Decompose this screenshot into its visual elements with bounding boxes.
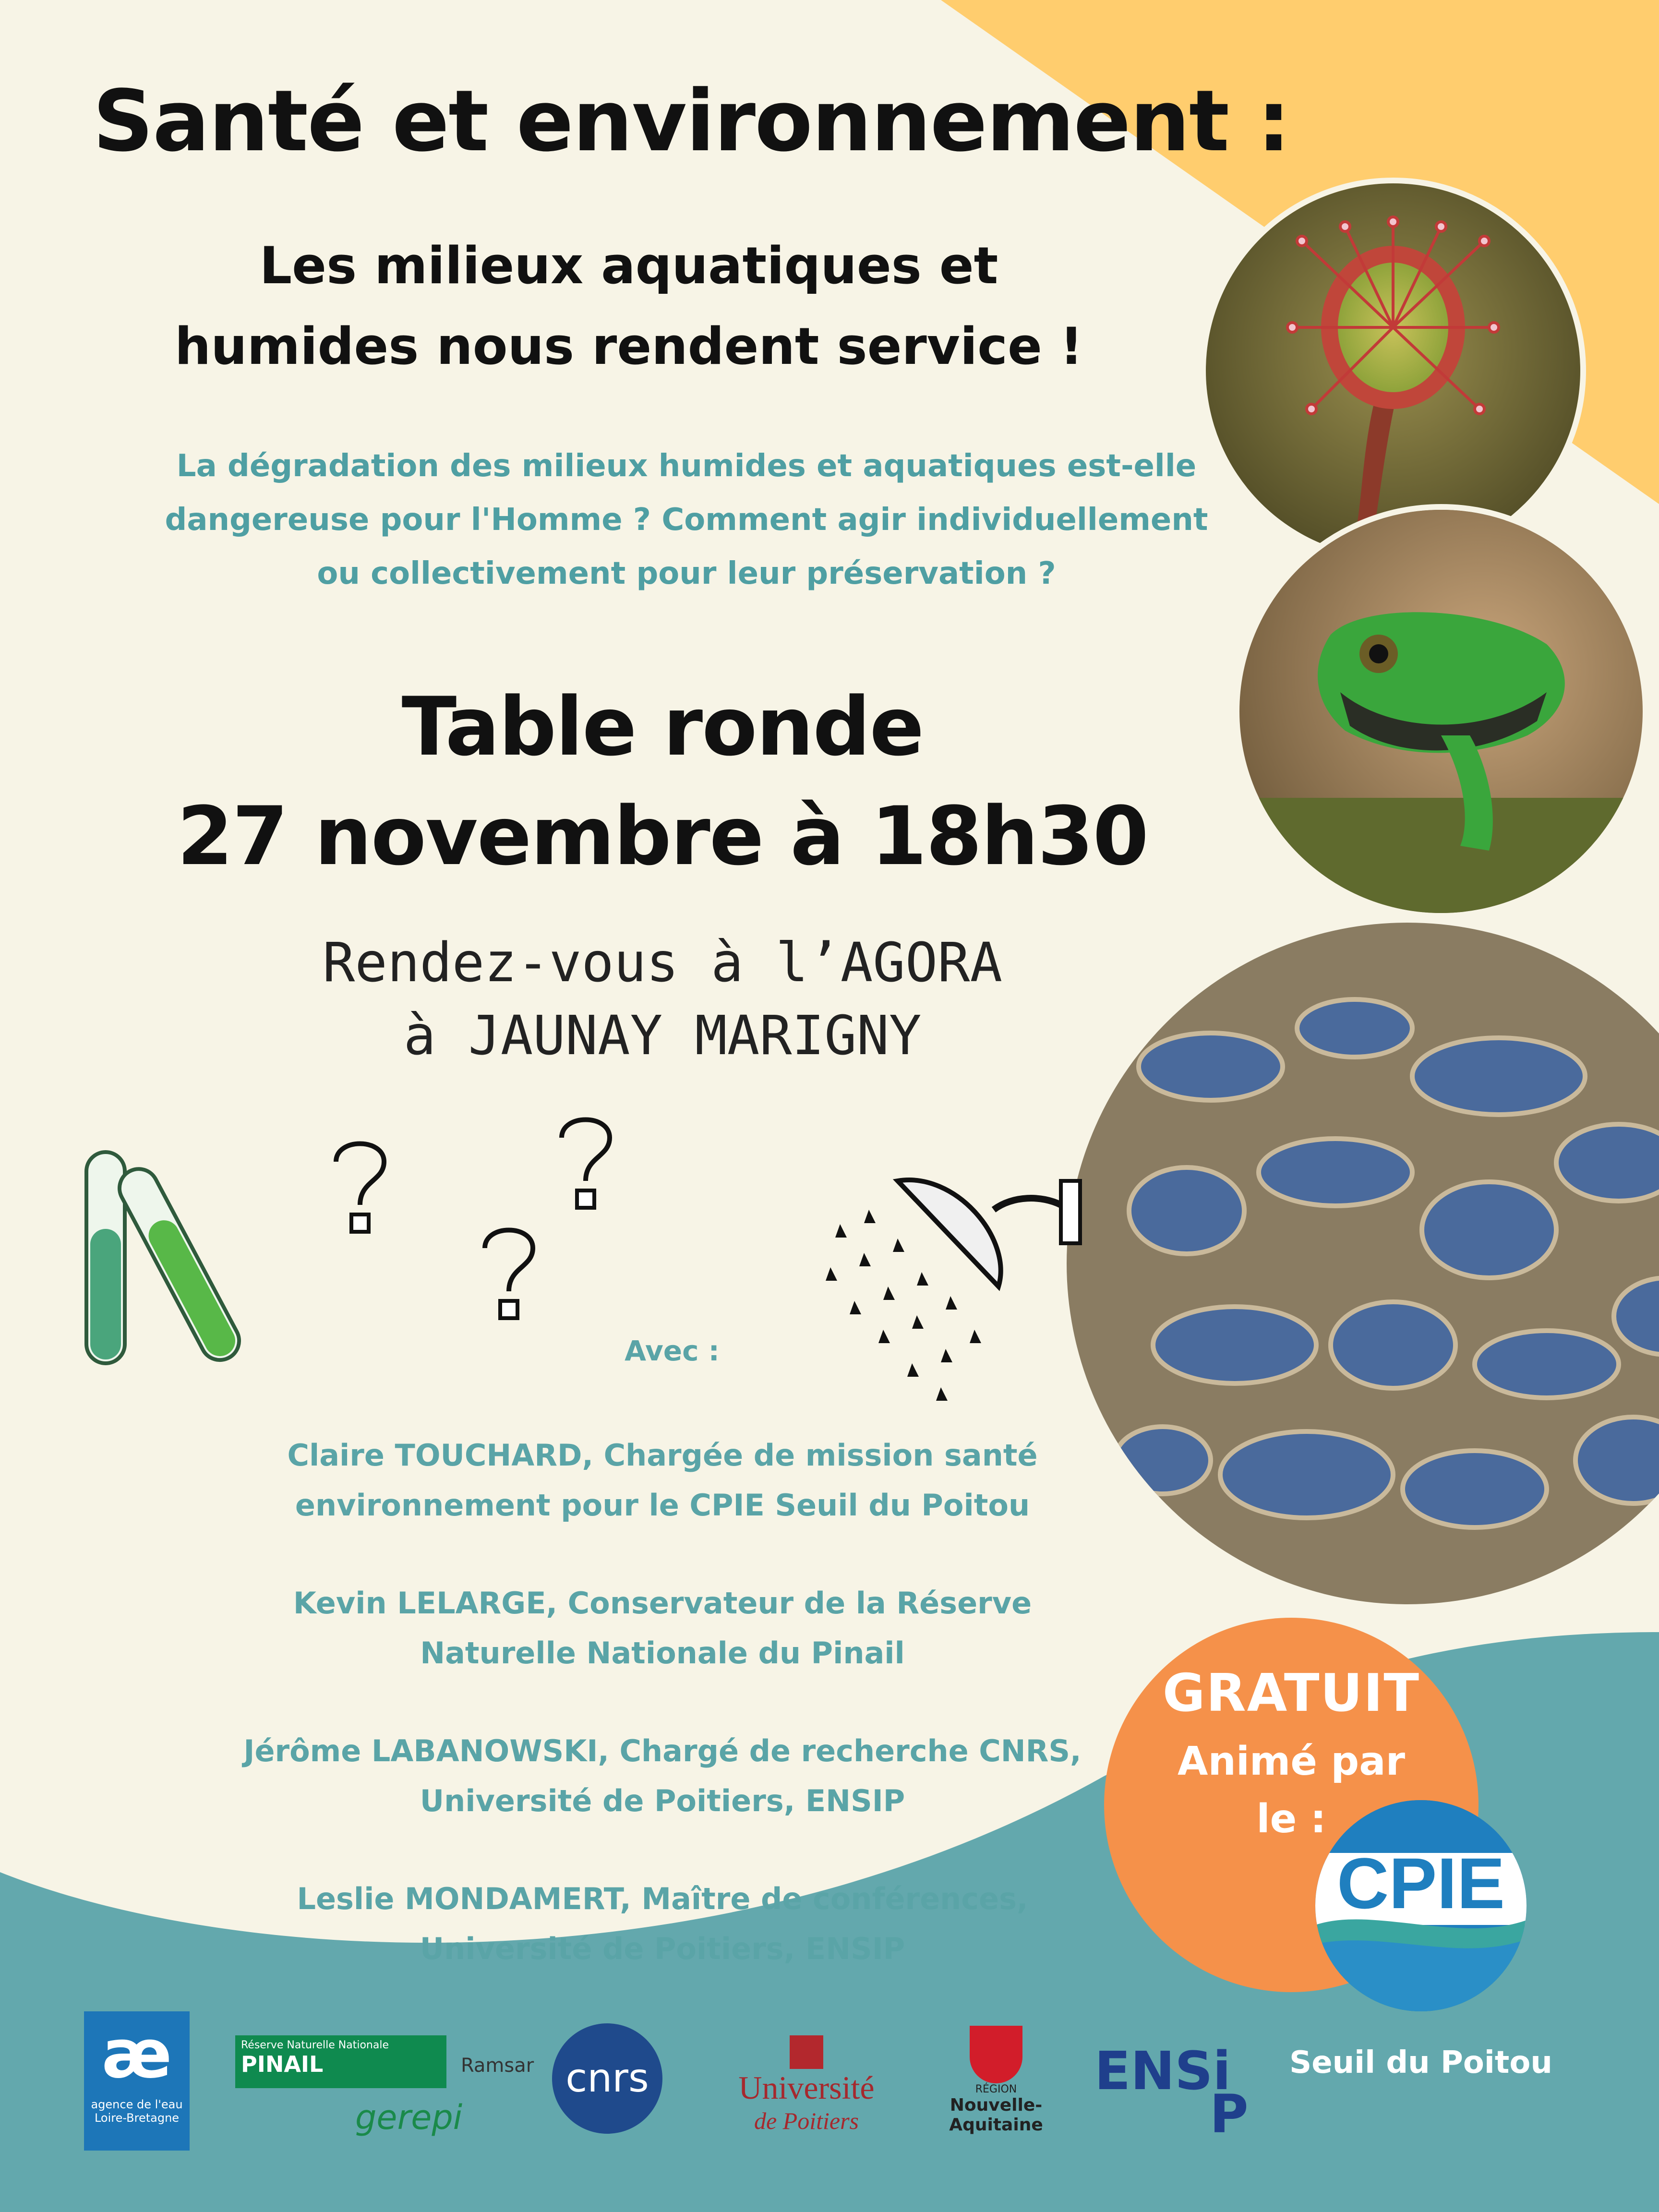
ensip-logo [1094,2040,1267,2151]
event-line-1: Table ronde [401,680,924,774]
cnrs-logo [552,2023,662,2134]
universite-line-2: de Poitiers [754,2107,859,2134]
agence-symbol: æ [101,2015,172,2093]
ensip-line-2: P [1210,2083,1249,2145]
cnrs-text: cnrs [565,2056,649,2101]
pinail-banner [235,2035,446,2088]
venue [144,926,1181,1072]
question-mark-icon [326,1133,394,1238]
speaker-line: Naturelle Nationale du Pinail [420,1635,905,1671]
anime-line-1: Animé par [1177,1739,1406,1784]
agence-line-2: Loire-Bretagne [94,2111,180,2125]
region-line-3: Aquitaine [949,2115,1043,2135]
avec-label: Avec : [625,1334,720,1367]
pinail-line-2: PINAIL [241,2051,324,2077]
venue-line-2: à JAUNAY MARIGNY [403,1005,922,1067]
poster-title: Santé et environnement : [93,72,1290,170]
ensip-line-1: ENSi [1094,2040,1231,2102]
speaker-item [96,1726,1229,1826]
speaker-list [96,1431,1229,2022]
question-paragraph [82,439,1291,601]
universite-crest-icon [790,2035,823,2069]
pinail-logo [235,2035,542,2151]
question-mark-icon [475,1219,542,1325]
cpie-label: Seuil du Poitou [1289,2045,1552,2080]
poster-subtitle [96,226,1162,387]
cpie-logo-text: CPIE [1336,1843,1505,1923]
cpie-logo [1315,1800,1527,2011]
speaker-line: environnement pour le CPIE Seuil du Poitou [295,1488,1030,1523]
speaker-item [96,1431,1229,1530]
question-line-2: dangereuse pour l'Homme ? Comment agir individuellement [165,502,1208,538]
universite-line-1: Université [738,2069,875,2106]
speaker-line: Leslie MONDAMERT, Maître de conférences, [297,1881,1028,1916]
gerepi-text: gerepi [355,2098,463,2137]
region-line-1: RÉGION [975,2083,1017,2095]
region-shield-icon [970,2026,1022,2083]
shower-head-icon [811,1152,1109,1411]
question-line-1: La dégradation des milieux humides et aquatiques est-elle [176,448,1197,484]
universite-poitiers-logo [706,2035,907,2151]
speaker-line: Université de Poitiers, ENSIP [420,1783,905,1818]
venue-line-1: Rendez-vous à l’AGORA [322,932,1003,994]
speaker-line: Jérôme LABANOWSKI, Chargé de recherche CNRS, [243,1733,1082,1768]
ramsar-text: Ramsar [461,2055,534,2077]
region-line-2: Nouvelle- [950,2095,1043,2115]
question-mark-icon [552,1109,619,1214]
speaker-item [96,1578,1229,1678]
speaker-line: Université de Poitiers, ENSIP [420,1931,905,1966]
gratuit-label: GRATUIT [1162,1663,1420,1723]
frog-photo [1234,504,1648,919]
test-tubes-icon [77,1142,278,1382]
subtitle-line-2: humides nous rendent service ! [174,317,1083,376]
speaker-item [96,1874,1229,1974]
agence-line-1: agence de l'eau [91,2098,183,2111]
event-heading [96,672,1229,891]
anime-line-2: le : [1256,1796,1326,1842]
speaker-line: Kevin LELARGE, Conservateur de la Réserve [293,1586,1032,1621]
question-line-3: ou collectivement pour leur préservation ? [317,556,1056,591]
pinail-line-1: Réserve Naturelle Nationale [241,2039,389,2051]
subtitle-line-1: Les milieux aquatiques et [259,236,998,295]
speaker-line: Claire TOUCHARD, Chargée de mission santé [287,1438,1038,1473]
nouvelle-aquitaine-logo [941,2026,1051,2151]
event-date-time: 27 novembre à 18h30 [177,789,1148,883]
agence-eau-logo [84,2011,190,2151]
